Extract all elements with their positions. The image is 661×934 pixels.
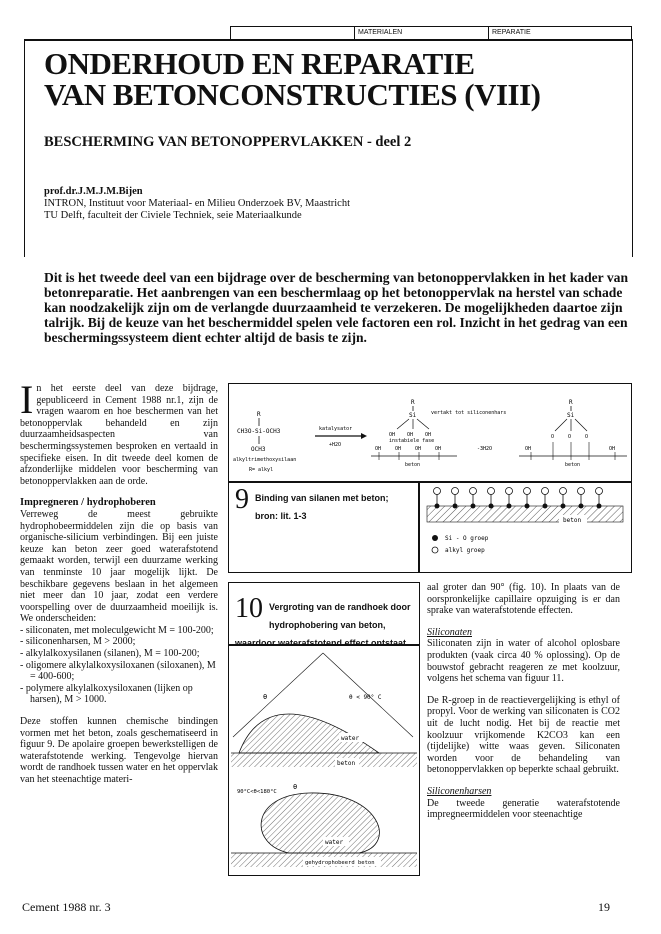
figure-10-caption: Vergroting van de randhoek door hydrophobering van beton, waardoor waterafstotend effect ontstaat [235, 602, 411, 648]
figure-9-number: 9 [235, 484, 249, 515]
fig9-alkyl-label: alkyltrimethoxysilaan [233, 457, 297, 463]
fig9-och3: OCH3 [251, 446, 266, 453]
tab-blank [231, 27, 354, 39]
legend-alkyl: alkyl groep [445, 547, 485, 554]
fig9-ralkyl-label: R= alkyl [249, 467, 274, 473]
fig9-o: O [551, 434, 555, 440]
tab-materialen: MATERIALEN [354, 27, 488, 39]
body-paragraph-2: Deze stoffen kunnen chemische bindingen vormen met het beton, zoals geschematiseerd in figuur 9. De apolaire groepen bewerkstelligen de waterafstotende werking. Tengevolge hiervan wordt de randhoek tussen water en het oppervlak van het steenachtige materi- [20, 716, 218, 785]
fig9-oh: OH [525, 446, 532, 452]
figure-9-caption-box [228, 481, 420, 573]
alkyl-group-circle [506, 488, 513, 495]
figure-9-svg [229, 384, 631, 482]
fig9-beton-mid: beton [405, 462, 421, 468]
fig9-oh: OH [395, 446, 402, 452]
intro-paragraph [20, 377, 218, 487]
alkyl-group-circle [596, 488, 603, 495]
figure-10-number: 10 [235, 593, 263, 624]
list-item: - siliconenharsen, M > 2000; [20, 636, 136, 648]
list-item: - alkylalkoxysilanen (silanen), M = 100-200; [20, 648, 200, 660]
legend-si-o: Si - O groep [445, 535, 489, 542]
section-heading-siliconaten: Siliconaten [427, 626, 472, 638]
fig9-si-mid: Si [409, 412, 417, 419]
lead-paragraph: Dit is het tweede deel van een bijdrage over de bescherming van betonoppervlakken in het kader van betonreparatie. Het aanbrengen van een beschermlaag op het betonoppervlak na herstel van schade kan noodzakelijk zijn om de verlangde duurzaamheid te verzekeren. De mogelijkheden daartoe zijn talrijk. Bij de keuze van het beschermiddel spelen vele factoren een rol. Inzicht in het gedrag van een beschermingssysteem dient echter altijd de basis te zijn. [44, 270, 629, 345]
fig9-r-mid: R [411, 399, 415, 406]
fig10-lt90: θ < 90° C [349, 694, 382, 701]
body-paragraph-col3-3: De tweede generatie waterafstotende impregneermiddelen voor steenachtige [427, 797, 620, 821]
body-paragraph-col3-0: aal groter dan 90° (fig. 10). In plaats van de oorspronkelijke capillaire opzuiging is er dan sprake van waterafstotende effecten. [427, 582, 620, 617]
figure-9-caption: Binding van silanen met beton; bron: lit. 1-3 [255, 493, 389, 521]
page-number: 19 [598, 900, 610, 914]
fig9-min3h2o: -3H2O [477, 446, 493, 452]
body-paragraph-1: Verreweg de meest gebruikte hydrophobeermiddelen zijn die op basis van organische-silicium verbindingen. Bij een juiste keuze kan beton zeer goed waterafstotend gemaakt worden, terwijl een duurzame werking van tenminste 10 jaar mogelijk lijkt. De beschikbare gegevens beslaan in het algemeen niet meer dan 10 jaar, zodat een verdere voorspelling over de duurzaamheid moeilijk is. We onderscheiden: [20, 508, 218, 625]
body-paragraph-col3-1: Siliconaten zijn in water of alcohol oplosbare produkten (vaak circa 40 % oplossing). Op de bouwstof gebracht reageren ze met koolzuur, volgens het schema van figuur 11. [427, 638, 620, 685]
fig10-range: 90°C<θ<180°C [237, 789, 277, 795]
section-tabs [230, 26, 632, 40]
fig9-o: O [585, 434, 589, 440]
alkyl-group-circle [560, 488, 567, 495]
list-item: - polymere alkylalkoxysiloxanen (lijken op harsen), M > 1000. [20, 682, 193, 706]
author-affiliation-1: INTRON, Instituut voor Materiaal- en Milieu Onderzoek BV, Maastricht [44, 198, 350, 209]
author-affiliation-2: TU Delft, faculteit der Civiele Techniek, seie Materiaalkunde [44, 210, 302, 221]
alkyl-group-circle [434, 488, 441, 495]
figure-10-caption-box [228, 582, 420, 646]
fig9-katalysator: katalysator [319, 426, 353, 432]
fig9-oh: OH [435, 446, 442, 452]
fig10-water-top: water [341, 735, 360, 742]
fig10-beton-top: beton [337, 760, 356, 767]
fig9-si-right: Si [567, 412, 575, 419]
fig9-o: O [568, 434, 572, 440]
list-item: - siliconaten, met moleculgewicht M = 100-200; [20, 624, 214, 636]
body-column-3 [427, 582, 620, 831]
author-name: prof.dr.J.M.J.M.Bijen [44, 186, 143, 197]
figure-10-svg [229, 645, 419, 875]
alkyl-group-circle [452, 488, 459, 495]
alkyl-group-circle [470, 488, 477, 495]
fig9-oh: OH [375, 446, 382, 452]
list-item: - oligomere alkylalkoxysiloxanen (siloxanen), M = 400-600; [20, 659, 216, 683]
fig9-vertakt: vertakt tot siliconenhars [431, 410, 507, 416]
section-heading-impregneren: Impregneren / hydrophoberen [20, 497, 156, 509]
body-paragraph-col3-2: De R-groep in de reactievergelijking is ethyl of propyl. Voor de werking van siliconaten is CO2 uit de lucht nodig. Het bij de reactie met koolzuur vrijkomende K2CO3 kan een (tijdelijke) witte waas geven. Siliconaten worden voor de behandeling van betonoppervlakken op beperkte schaal gebruikt. [427, 694, 620, 776]
fig10-water-bottom: water [325, 839, 344, 846]
article-subtitle: BESCHERMING VAN BETONOPPERVLAKKEN - deel 2 [44, 134, 412, 150]
figure-10-diagram [228, 644, 420, 876]
alkyl-group-circle [488, 488, 495, 495]
footer-publication: Cement 1988 nr. 3 [22, 900, 111, 914]
fig9-formula: CH3O-Si-OCH3 [237, 428, 281, 435]
fig9-oh: OH [609, 446, 616, 452]
fig10-gehydrophobeerd: gehydrophobeerd beton [305, 860, 375, 866]
fig10-theta: θ [263, 693, 268, 701]
title-line-2: VAN BETONCONSTRUCTIES (VIII) [44, 77, 541, 112]
author-block [44, 186, 350, 222]
drop-cap: I [20, 377, 34, 422]
body-column-1 [20, 377, 218, 786]
tab-reparatie: REPARATIE [488, 27, 631, 39]
fig9-oh: OH [389, 432, 396, 438]
fig9-oh: OH [407, 432, 414, 438]
fig9-oh: OH [425, 432, 432, 438]
fig9-beton-label: beton [563, 517, 582, 524]
alkyl-group-circle [524, 488, 531, 495]
section-heading-siliconenharsen: Siliconenharsen [427, 785, 492, 797]
figure-9-illustration-svg [419, 482, 631, 572]
fig9-instabiel: instabiele fase [389, 438, 435, 444]
title-line-1: ONDERHOUD EN REPARATIE [44, 46, 475, 81]
figure-9-diagram [228, 383, 632, 483]
fig9-beton-right: beton [565, 462, 581, 468]
fig9-r-right: R [569, 399, 573, 406]
alkyl-group-circle [578, 488, 585, 495]
fig9-r-label: R [257, 411, 261, 418]
fig9-h2o: +H2O [329, 442, 342, 448]
figure-9-illustration [418, 481, 632, 573]
fig10-theta-bottom: θ [293, 783, 298, 791]
alkyl-groups [434, 488, 603, 509]
article-title [44, 48, 624, 110]
compound-list [20, 625, 218, 706]
alkyl-group-circle [542, 488, 549, 495]
intro-text: n het eerste deel van deze bijdrage, gepubliceerd in Cement 1988 nr.1, zijn de vragen waarom en hoe beschermen van het betonoppervlak behandeld en zijn duurzaamheidsaspecten van beschermingssystemen besproken en vertaald in specifieke eisen. In dit tweede deel komen de afzonderlijke middelen voor bescherming van betonoppervlakken aan de orde. [20, 383, 218, 487]
fig9-oh: OH [415, 446, 422, 452]
